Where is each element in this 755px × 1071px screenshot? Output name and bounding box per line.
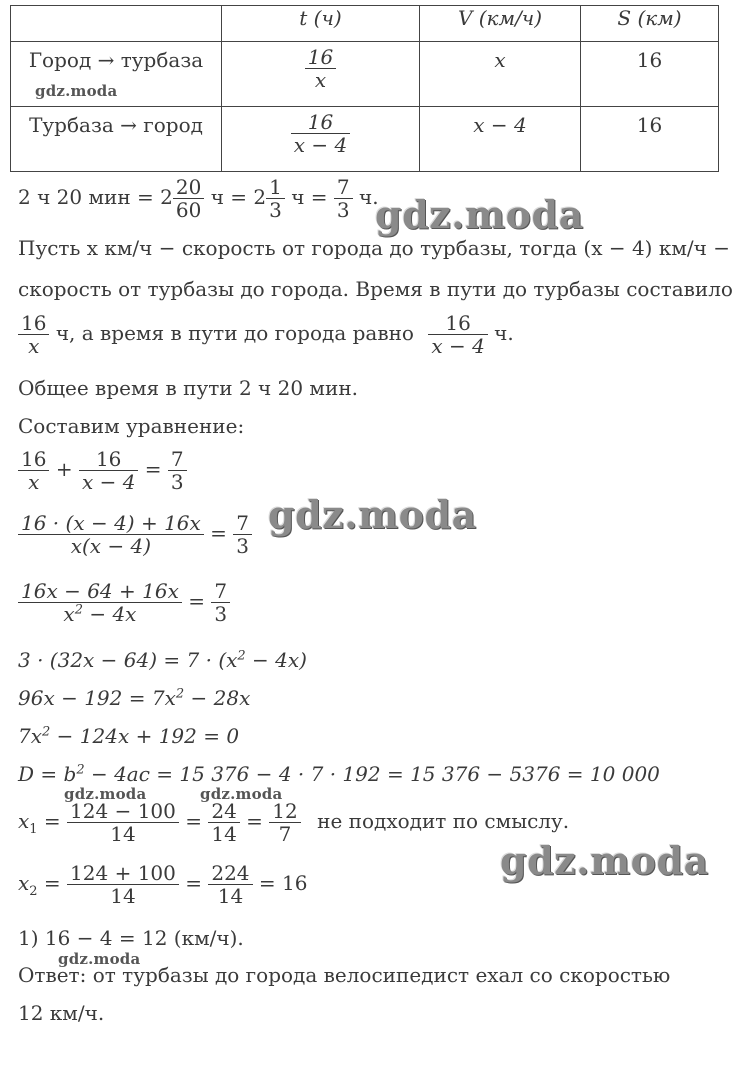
operator: + — [55, 457, 73, 481]
subscript: 2 — [29, 884, 38, 899]
route-cell — [11, 42, 222, 107]
variable: x — [18, 871, 30, 895]
distance-value: 16 — [636, 48, 663, 72]
watermark: gdz.moda — [58, 950, 141, 968]
time-cell — [222, 42, 420, 107]
fraction-numerator: 7 — [170, 447, 184, 471]
watermark: gdz.moda — [35, 82, 118, 100]
fraction-numerator: 12 — [272, 799, 298, 823]
fraction-denominator: x — [18, 470, 49, 493]
route-label: Турбаза → город — [29, 113, 203, 137]
header-cell-empty — [11, 6, 222, 42]
fraction-denominator: x − 4 — [291, 133, 350, 156]
watermark: gdz.moda — [500, 838, 709, 883]
time-conversion-line — [18, 176, 379, 221]
operator: = — [188, 589, 205, 613]
operator: = — [246, 809, 263, 833]
operator: = — [43, 809, 61, 833]
fraction — [67, 862, 179, 907]
data-table — [10, 5, 719, 172]
equation-line — [18, 724, 239, 748]
fraction-denominator: 3 — [233, 534, 252, 557]
text-part: − 4x) — [245, 648, 307, 672]
text-part: ч. — [494, 321, 514, 345]
step-line: 1) 16 − 4 = 12 (км/ч). — [18, 926, 244, 950]
fraction — [233, 512, 252, 557]
fraction-numerator: 16 · (x − 4) + 16x — [21, 511, 201, 535]
route-label: Город → турбаза — [28, 48, 204, 72]
fraction-denominator: 7 — [269, 822, 300, 845]
exponent: 2 — [42, 724, 51, 740]
fraction — [173, 176, 204, 221]
speed-value: x − 4 — [473, 113, 527, 137]
note-text: не подходит по смыслу. — [317, 809, 570, 833]
fraction-denominator: x − 4 — [79, 470, 138, 493]
fraction — [334, 176, 353, 221]
table-row — [11, 42, 719, 107]
discriminant-line — [18, 762, 660, 786]
time-fraction — [305, 46, 336, 91]
subscript: 1 — [29, 822, 38, 837]
equation-line — [18, 686, 250, 710]
text-part: D = b — [18, 762, 77, 786]
operator: = — [43, 871, 61, 895]
fraction — [79, 448, 138, 493]
fraction-denominator: x — [18, 334, 49, 357]
root-x1-line — [18, 800, 569, 845]
speed-value: x — [494, 48, 506, 72]
text-part: ч, а время в пути до города равно — [55, 321, 414, 345]
fraction-denominator: 14 — [67, 822, 179, 845]
answer-line: 12 км/ч. — [18, 1001, 105, 1025]
exponent: 2 — [74, 602, 83, 618]
table-row — [11, 107, 719, 172]
fraction-denominator: 3 — [334, 198, 353, 221]
speed-cell — [420, 107, 581, 172]
fraction-numerator: 7 — [214, 579, 228, 603]
text-part: ч. — [359, 185, 379, 209]
fraction-numerator: 1 — [269, 175, 282, 199]
text-part: − 28x — [184, 686, 251, 710]
fraction-denominator: 3 — [211, 602, 230, 625]
fraction-numerator: 224 — [211, 861, 250, 885]
equation-1 — [18, 448, 187, 493]
fraction-numerator: 16 — [21, 447, 47, 471]
time-cell — [222, 107, 420, 172]
operator: = — [144, 457, 162, 481]
fraction-numerator: 16 — [307, 45, 334, 69]
paragraph-line: Общее время в пути 2 ч 20 мин. — [18, 376, 358, 400]
fraction-numerator: 16 — [21, 311, 47, 335]
fraction-denominator: 14 — [67, 884, 179, 907]
root-x2-line — [18, 862, 307, 907]
fraction-numerator: 16x − 64 + 16x — [21, 579, 179, 603]
fraction-denominator: x(x − 4) — [18, 534, 204, 557]
watermark: gdz.moda — [64, 785, 147, 803]
fraction-denominator: 14 — [208, 822, 239, 845]
text-part: 2 ч 20 мин = 2 — [18, 185, 173, 209]
fraction-denominator: x — [305, 68, 336, 91]
operator: = — [185, 871, 202, 895]
paragraph-line: Составим уравнение: — [18, 414, 245, 438]
fraction-denominator: 60 — [173, 198, 204, 221]
equation-3 — [18, 580, 230, 625]
text-part: 3 · (32x − 64) = 7 · (x — [18, 648, 238, 672]
exponent: 2 — [76, 762, 85, 778]
text-part: − 4x — [82, 602, 137, 626]
text-part: 7x — [18, 724, 43, 748]
fraction-numerator: 16 — [95, 447, 122, 471]
fraction-numerator: 7 — [236, 511, 250, 535]
operator: = — [185, 809, 202, 833]
time-fraction — [291, 111, 350, 156]
paragraph-line: Пусть x км/ч − скорость от города до турбазы, тогда (x − 4) км/ч − — [18, 236, 730, 260]
fraction — [18, 448, 49, 493]
fraction-denominator: 3 — [168, 470, 187, 493]
fraction-numerator: 7 — [336, 175, 350, 199]
header-cell-distance: S (км) — [581, 6, 719, 42]
speed-cell — [420, 42, 581, 107]
fraction-numerator: 124 − 100 — [70, 799, 176, 823]
fraction-numerator: 24 — [211, 799, 237, 823]
header-cell-time: t (ч) — [222, 6, 420, 42]
fraction-numerator: 20 — [175, 175, 202, 199]
fraction-numerator: 16 — [307, 110, 334, 134]
watermark: gdz.moda — [268, 492, 477, 537]
fraction-numerator: 124 + 100 — [70, 861, 176, 885]
distance-cell — [581, 42, 719, 107]
fraction-denominator — [18, 602, 182, 625]
text-part: ч = — [291, 185, 328, 209]
operator: = — [210, 521, 227, 545]
variable: x — [18, 809, 30, 833]
exponent: 2 — [175, 686, 185, 702]
fraction-denominator: x − 4 — [428, 334, 487, 357]
fraction — [208, 862, 252, 907]
fraction — [269, 800, 300, 845]
text-part: − 124x + 192 = 0 — [50, 724, 240, 748]
text-part: x — [63, 602, 75, 626]
paragraph-line: скорость от турбазы до города. Время в пути до турбазы составило — [18, 277, 733, 301]
fraction — [18, 580, 182, 625]
watermark: gdz.moda — [375, 192, 584, 237]
equation-line — [18, 648, 307, 672]
text-part: − 4ac = 15 376 − 4 · 7 · 192 = 15 376 − 5376 = 10 000 — [84, 762, 660, 786]
fraction — [168, 448, 187, 493]
fraction — [67, 800, 179, 845]
route-cell — [11, 107, 222, 172]
fraction — [18, 312, 49, 357]
result-text: = 16 — [258, 871, 308, 895]
text-part: ч = 2 — [210, 185, 267, 209]
fraction — [18, 512, 204, 557]
fraction — [428, 312, 487, 357]
exponent: 2 — [237, 648, 246, 664]
distance-cell — [581, 107, 719, 172]
table-header-row — [11, 6, 719, 42]
fraction — [208, 800, 239, 845]
fraction-denominator: 3 — [266, 198, 285, 221]
fraction-denominator: 14 — [208, 884, 252, 907]
paragraph-line-fractions — [18, 312, 514, 357]
header-cell-speed: V (км/ч) — [420, 6, 581, 42]
equation-2 — [18, 512, 252, 557]
answer-line: Ответ: от турбазы до города велосипедист ехал со скоростью — [18, 963, 671, 987]
fraction — [266, 176, 285, 221]
text-part: 96x − 192 = 7x — [18, 686, 176, 710]
fraction-numerator: 16 — [445, 311, 471, 335]
distance-value: 16 — [636, 113, 663, 137]
fraction — [211, 580, 230, 625]
watermark: gdz.moda — [200, 785, 283, 803]
